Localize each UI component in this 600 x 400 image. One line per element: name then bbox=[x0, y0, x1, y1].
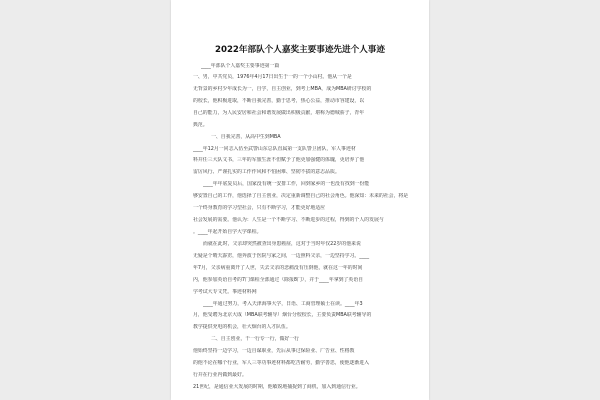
body-text-line: 行并在行业内做到最好。 bbox=[193, 372, 247, 378]
body-text-line: 无背景的乡村少年成长为一，自学，自主创业，到考上MBA，成为MBA研讨学校的 bbox=[193, 86, 372, 92]
body-text-line: 他始终坚持一边学习，一边自谋职业，先后从事过保险业、广告业、性格教 bbox=[193, 348, 355, 354]
body-text-line: ____年年底复员后，国家没有统一安排工作，回到家乡的一也没有找到一份能 bbox=[203, 181, 370, 187]
body-text-line: 一、自我完善，从高中生到MBA bbox=[211, 134, 281, 140]
body-text-line: 的校长，他积极进取，不断自我完善，勤于思考，热心公益，推动市容建设，以 bbox=[193, 98, 365, 104]
body-text-line: 一、男，中共党员，1976年4月17日出生于一的一个小山村。他从一个是 bbox=[193, 74, 352, 80]
document-title: 2022年部队个人嘉奖主要事迹先进个人事迹 bbox=[214, 45, 385, 55]
body-text-line: 而就在此时，父亲却突然被查出身患癌症，这对于当时年仅22岁的他来说 bbox=[203, 241, 361, 247]
body-text-line: 二、自主创业，干一行专一行，做好一行 bbox=[211, 336, 300, 342]
body-text-line: 雷厉风行、严谨扎实的工作作风和不怕困难、坚韧不拔的意志品质。 bbox=[193, 169, 340, 175]
body-text-line: 一个终身教育的学习型社会，只有不断学习，才能更好地适应 bbox=[193, 205, 326, 211]
body-text-line: 料并任三大队文书，三年的军旅生涯不但赋予了他更加强健的体魄，更培养了他 bbox=[193, 157, 365, 163]
body-text-line: 无疑是个晴天霹雳，他奔波于医院与家之间，一边照料父亲，一边坚持学习。____ bbox=[193, 253, 370, 259]
body-text-line: ____年12月一同志入伍至武警山东总队直属第一支队警卫团队，军人事迹材 bbox=[193, 146, 356, 152]
body-text-line: 自己的能力，为人民安居和社会和谐发展做出积极贡献，堪称为德城骄子，青年 bbox=[193, 110, 365, 116]
body-text-line: 社会发展的需要。他认为：人生是一个不断学习、不断进步的过程，得到的个人的发展与 bbox=[193, 217, 384, 223]
body-text-line: 够安置自己的工作，他选择了自主创业，决定重新调整自己的社会角色。他深知：未来的社会，将是 bbox=[193, 193, 409, 199]
body-text-line: 的他不论在哪个行业，军人三等功事迹材料都吃苦耐劳，勤学善思，使他逐渐进入 bbox=[193, 360, 370, 366]
body-text-line: ____年通过努力，考入天津海事大学，日语、工商管理硕士在读。____年3 bbox=[203, 301, 363, 307]
body-text-line: 教学提供充电的机会，壮大烟台的人才队伍。 bbox=[193, 324, 291, 330]
body-text-line: 典范。 bbox=[193, 122, 208, 128]
document-page bbox=[171, 0, 429, 400]
body-text-line: 。____年起开始自学大学课程。 bbox=[193, 229, 262, 235]
document-subtitle: ____年部队个人嘉奖主要事迹第一篇 bbox=[201, 63, 280, 69]
body-text-line: 21世纪，是通信业大发展的时期，他敏锐地捕捉到了商机，加入到通信行业。 bbox=[193, 384, 361, 390]
body-text-line: 学考试大专文凭。事迹材料网 bbox=[193, 289, 257, 295]
body-text-line: 年7月，父亲病重离开了人世，失去父亲的悲痛没有压倒他，就在这一年的时间 bbox=[193, 265, 363, 271]
body-text-line: 月，他受聘为北京大成（MBA联考辅导）烟台分校校长，主要负责MBA联考辅导的 bbox=[193, 312, 372, 318]
body-text-line: 内，他参加英语自考的7门课程全部通过（除报8门），并于____年拿到了英语自 bbox=[193, 277, 364, 283]
